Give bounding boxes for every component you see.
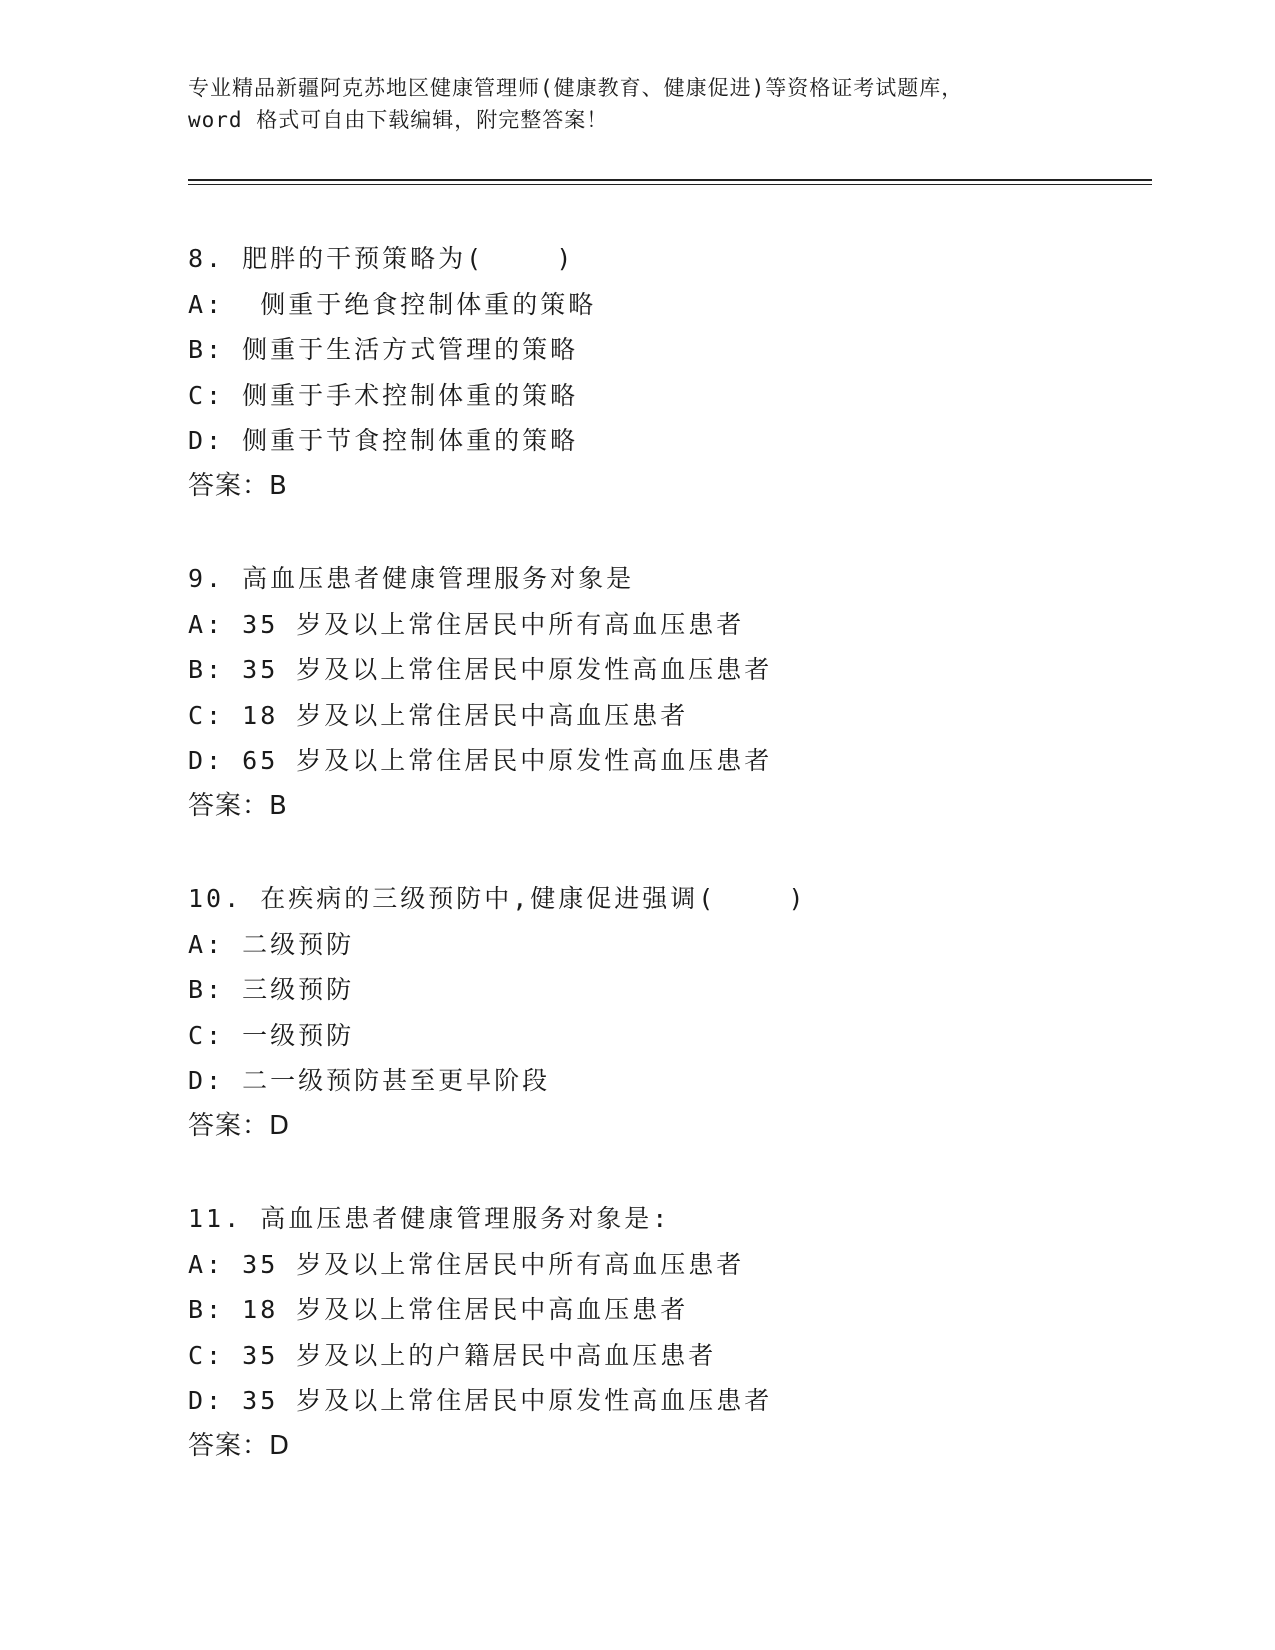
option-b: B: 三级预防	[188, 975, 355, 1004]
option-d: D: 侧重于节食控制体重的策略	[188, 426, 579, 455]
question-10	[188, 876, 1148, 1149]
question-stem: 8. 肥胖的干预策略为( )	[188, 244, 575, 273]
option-c: C: 一级预防	[188, 1020, 355, 1050]
option-a: A: 二级预防	[188, 929, 355, 959]
header-divider-top	[188, 179, 1152, 181]
option-a: A: 35 岁及以上常住居民中所有高血压患者	[188, 1249, 745, 1279]
option-a: A: 35 岁及以上常住居民中所有高血压患者	[188, 609, 745, 639]
option-d: D: 二一级预防甚至更早阶段	[188, 1066, 551, 1095]
option-c: C: 35 岁及以上的户籍居民中高血压患者	[188, 1340, 717, 1370]
question-11	[188, 1196, 1148, 1469]
answer: 答案：D	[188, 1110, 291, 1141]
option-a: A: 侧重于绝食控制体重的策略	[188, 289, 597, 319]
question-stem: 9. 高血压患者健康管理服务对象是	[188, 564, 635, 593]
option-c: C: 侧重于手术控制体重的策略	[188, 380, 579, 410]
option-b: B: 18 岁及以上常住居民中高血压患者	[188, 1295, 689, 1324]
question-9	[188, 556, 1148, 829]
answer: 答案：B	[188, 790, 288, 821]
header-divider-bottom	[188, 184, 1152, 185]
option-b: B: 35 岁及以上常住居民中原发性高血压患者	[188, 655, 773, 684]
question-list	[188, 236, 1148, 1516]
option-b: B: 侧重于生活方式管理的策略	[188, 335, 579, 364]
option-d: D: 65 岁及以上常住居民中原发性高血压患者	[188, 746, 773, 775]
document-header	[188, 72, 1088, 136]
question-8	[188, 236, 1148, 509]
header-line-2: word 格式可自由下载编辑，附完整答案！	[188, 108, 609, 132]
option-d: D: 35 岁及以上常住居民中原发性高血压患者	[188, 1386, 773, 1415]
header-line-1: 专业精品新疆阿克苏地区健康管理师(健康教育、健康促进)等资格证考试题库，	[188, 76, 964, 100]
option-c: C: 18 岁及以上常住居民中高血压患者	[188, 700, 689, 730]
answer: 答案：B	[188, 470, 288, 501]
question-stem: 10. 在疾病的三级预防中,健康促进强调( )	[188, 884, 807, 913]
question-stem: 11. 高血压患者健康管理服务对象是:	[188, 1204, 671, 1233]
answer: 答案：D	[188, 1430, 291, 1461]
